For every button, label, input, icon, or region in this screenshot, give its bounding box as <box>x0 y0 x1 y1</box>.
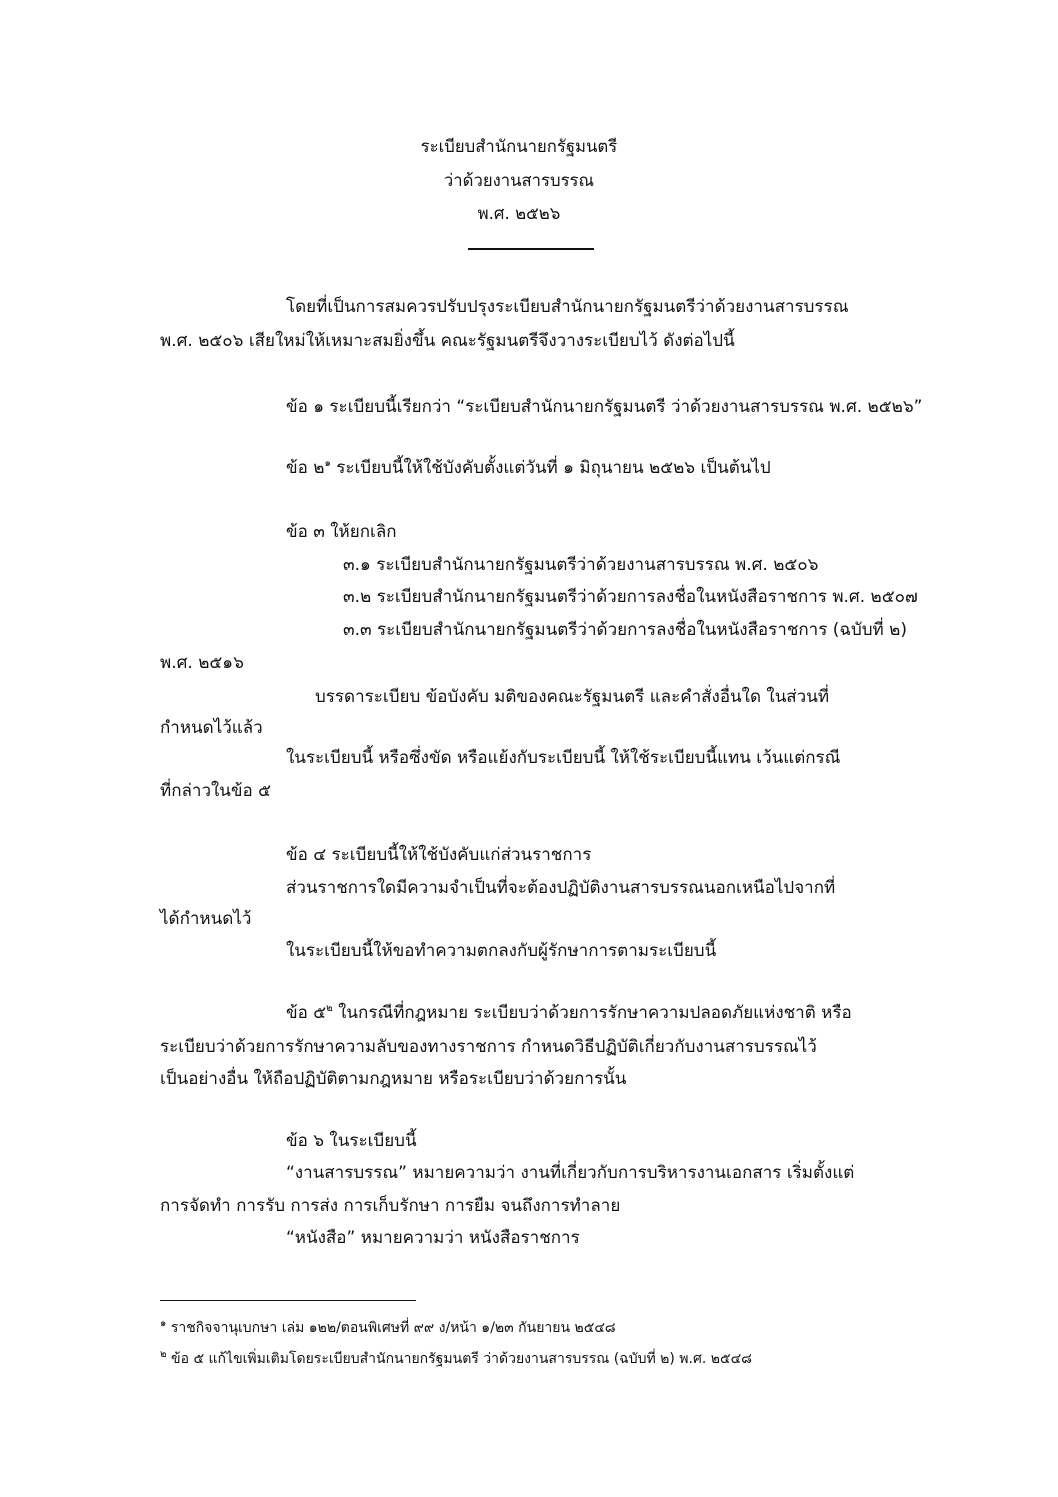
clause-3-para-2-cont: ที่กล่าวในข้อ ๕ <box>160 781 272 801</box>
footnote-separator <box>160 1300 416 1301</box>
preamble-line-2: พ.ศ. ๒๕๐๖ เสียใหม่ให้เหมาะสมยิ่งขึ้น คณะรัฐมนตรีจึงวางระเบียบไว้ ดังต่อไปนี้ <box>160 331 735 351</box>
clause-3-item-2: ๓.๒ ระเบียบสำนักนายกรัฐมนตรีว่าด้วยการลงชื่อในหนังสือราชการ พ.ศ. ๒๕๐๗ <box>343 587 918 607</box>
footnote-ref-1[interactable]: ๑ <box>324 458 331 469</box>
clause-3-para-1-cont: กำหนดไว้แล้ว <box>160 718 263 738</box>
definition-1: “งานสารบรรณ” หมายความว่า งานที่เกี่ยวกับการบริหารงานเอกสาร เริ่มตั้งแต่ <box>286 1163 855 1183</box>
footnote-1-mark: ๑ <box>160 1318 167 1329</box>
clause-3-para-1: บรรดาระเบียบ ข้อบังคับ มติของคณะรัฐมนตรี และคำสั่งอื่นใด ในส่วนที่ <box>315 687 830 707</box>
clause-3-item-3: ๓.๓ ระเบียบสำนักนายกรัฐมนตรีว่าด้วยการลงชื่อในหนังสือราชการ (ฉบับที่ ๒) <box>343 620 907 640</box>
document-year: พ.ศ. ๒๕๒๖ <box>477 204 561 224</box>
clause-4-line-2-cont: ได้กำหนดไว้ <box>160 909 252 929</box>
clause-2 <box>286 457 771 479</box>
footnote-1-text: ราชกิจจานุเบกษา เล่ม ๑๒๒/ตอนพิเศษที่ ๙๙ ง/หน้า ๑/๒๓ กันยายน ๒๕๔๘ <box>170 1320 616 1336</box>
clause-5-line-3: เป็นอย่างอื่น ให้ถือปฏิบัติตามกฎหมาย หรือระเบียบว่าด้วยการนั้น <box>160 1069 627 1089</box>
clause-5-text: ในกรณีที่กฎหมาย ระเบียบว่าด้วยการรักษาความปลอดภัยแห่งชาติ หรือ <box>338 1003 852 1023</box>
footnote-1 <box>160 1317 616 1339</box>
footnote-ref-2[interactable]: ๒ <box>326 1003 333 1014</box>
document-subtitle: ว่าด้วยงานสารบรรณ <box>443 171 594 191</box>
footnote-2-text: ข้อ ๕ แก้ไขเพิ่มเติมโดยระเบียบสำนักนายกรัฐมนตรี ว่าด้วยงานสารบรรณ (ฉบับที่ ๒) พ.ศ. ๒๕๔๘ <box>171 1351 752 1367</box>
clause-2-lead: ข้อ ๒ <box>286 458 325 478</box>
definition-2: “หนังสือ” หมายความว่า หนังสือราชการ <box>286 1228 580 1248</box>
clause-2-text: ระเบียบนี้ให้ใช้บังคับตั้งแต่วันที่ ๑ มิถุนายน ๒๕๒๖ เป็นต้นไป <box>336 458 771 478</box>
footnote-2-mark: ๒ <box>160 1349 167 1360</box>
definition-1-cont: การจัดทำ การรับ การส่ง การเก็บรักษา การยืม จนถึงการทำลาย <box>160 1196 621 1216</box>
clause-4-line-2: ส่วนราชการใดมีความจำเป็นที่จะต้องปฏิบัติงานสารบรรณนอกเหนือไปจากที่ <box>286 878 836 898</box>
clause-5-lead: ข้อ ๕ <box>286 1003 327 1023</box>
clause-5-line-2: ระเบียบว่าด้วยการรักษาความลับของทางราชการ กำหนดวิธีปฏิบัติเกี่ยวกับงานสารบรรณไว้ <box>160 1037 817 1057</box>
clause-3-lead: ข้อ ๓ ให้ยกเลิก <box>286 522 397 542</box>
clause-3-item-1: ๓.๑ ระเบียบสำนักนายกรัฐมนตรีว่าด้วยงานสารบรรณ พ.ศ. ๒๕๐๖ <box>343 555 819 575</box>
clause-3-item-3-cont: พ.ศ. ๒๕๑๖ <box>160 653 244 673</box>
clause-3-para-2: ในระเบียบนี้ หรือซึ่งขัด หรือแย้งกับระเบียบนี้ ให้ใช้ระเบียบนี้แทน เว้นแต่กรณี <box>286 748 841 768</box>
clause-6-lead: ข้อ ๖ ในระเบียบนี้ <box>286 1131 417 1151</box>
clause-4-line-3: ในระเบียบนี้ให้ขอทำความตกลงกับผู้รักษาการตามระเบียบนี้ <box>286 941 717 961</box>
document-title: ระเบียบสำนักนายกรัฐมนตรี <box>420 137 618 157</box>
preamble-line-1: โดยที่เป็นการสมควรปรับปรุงระเบียบสำนักนายกรัฐมนตรีว่าด้วยงานสารบรรณ <box>286 297 849 317</box>
clause-1: ข้อ ๑ ระเบียบนี้เรียกว่า “ระเบียบสำนักนายกรัฐมนตรี ว่าด้วยงานสารบรรณ พ.ศ. ๒๕๒๖” <box>286 397 923 417</box>
clause-5-line-1 <box>286 1002 852 1024</box>
footnote-2 <box>160 1348 752 1370</box>
clause-4-line-1: ข้อ ๔ ระเบียบนี้ให้ใช้บังคับแก่ส่วนราชการ <box>286 845 592 865</box>
title-divider <box>468 248 594 250</box>
